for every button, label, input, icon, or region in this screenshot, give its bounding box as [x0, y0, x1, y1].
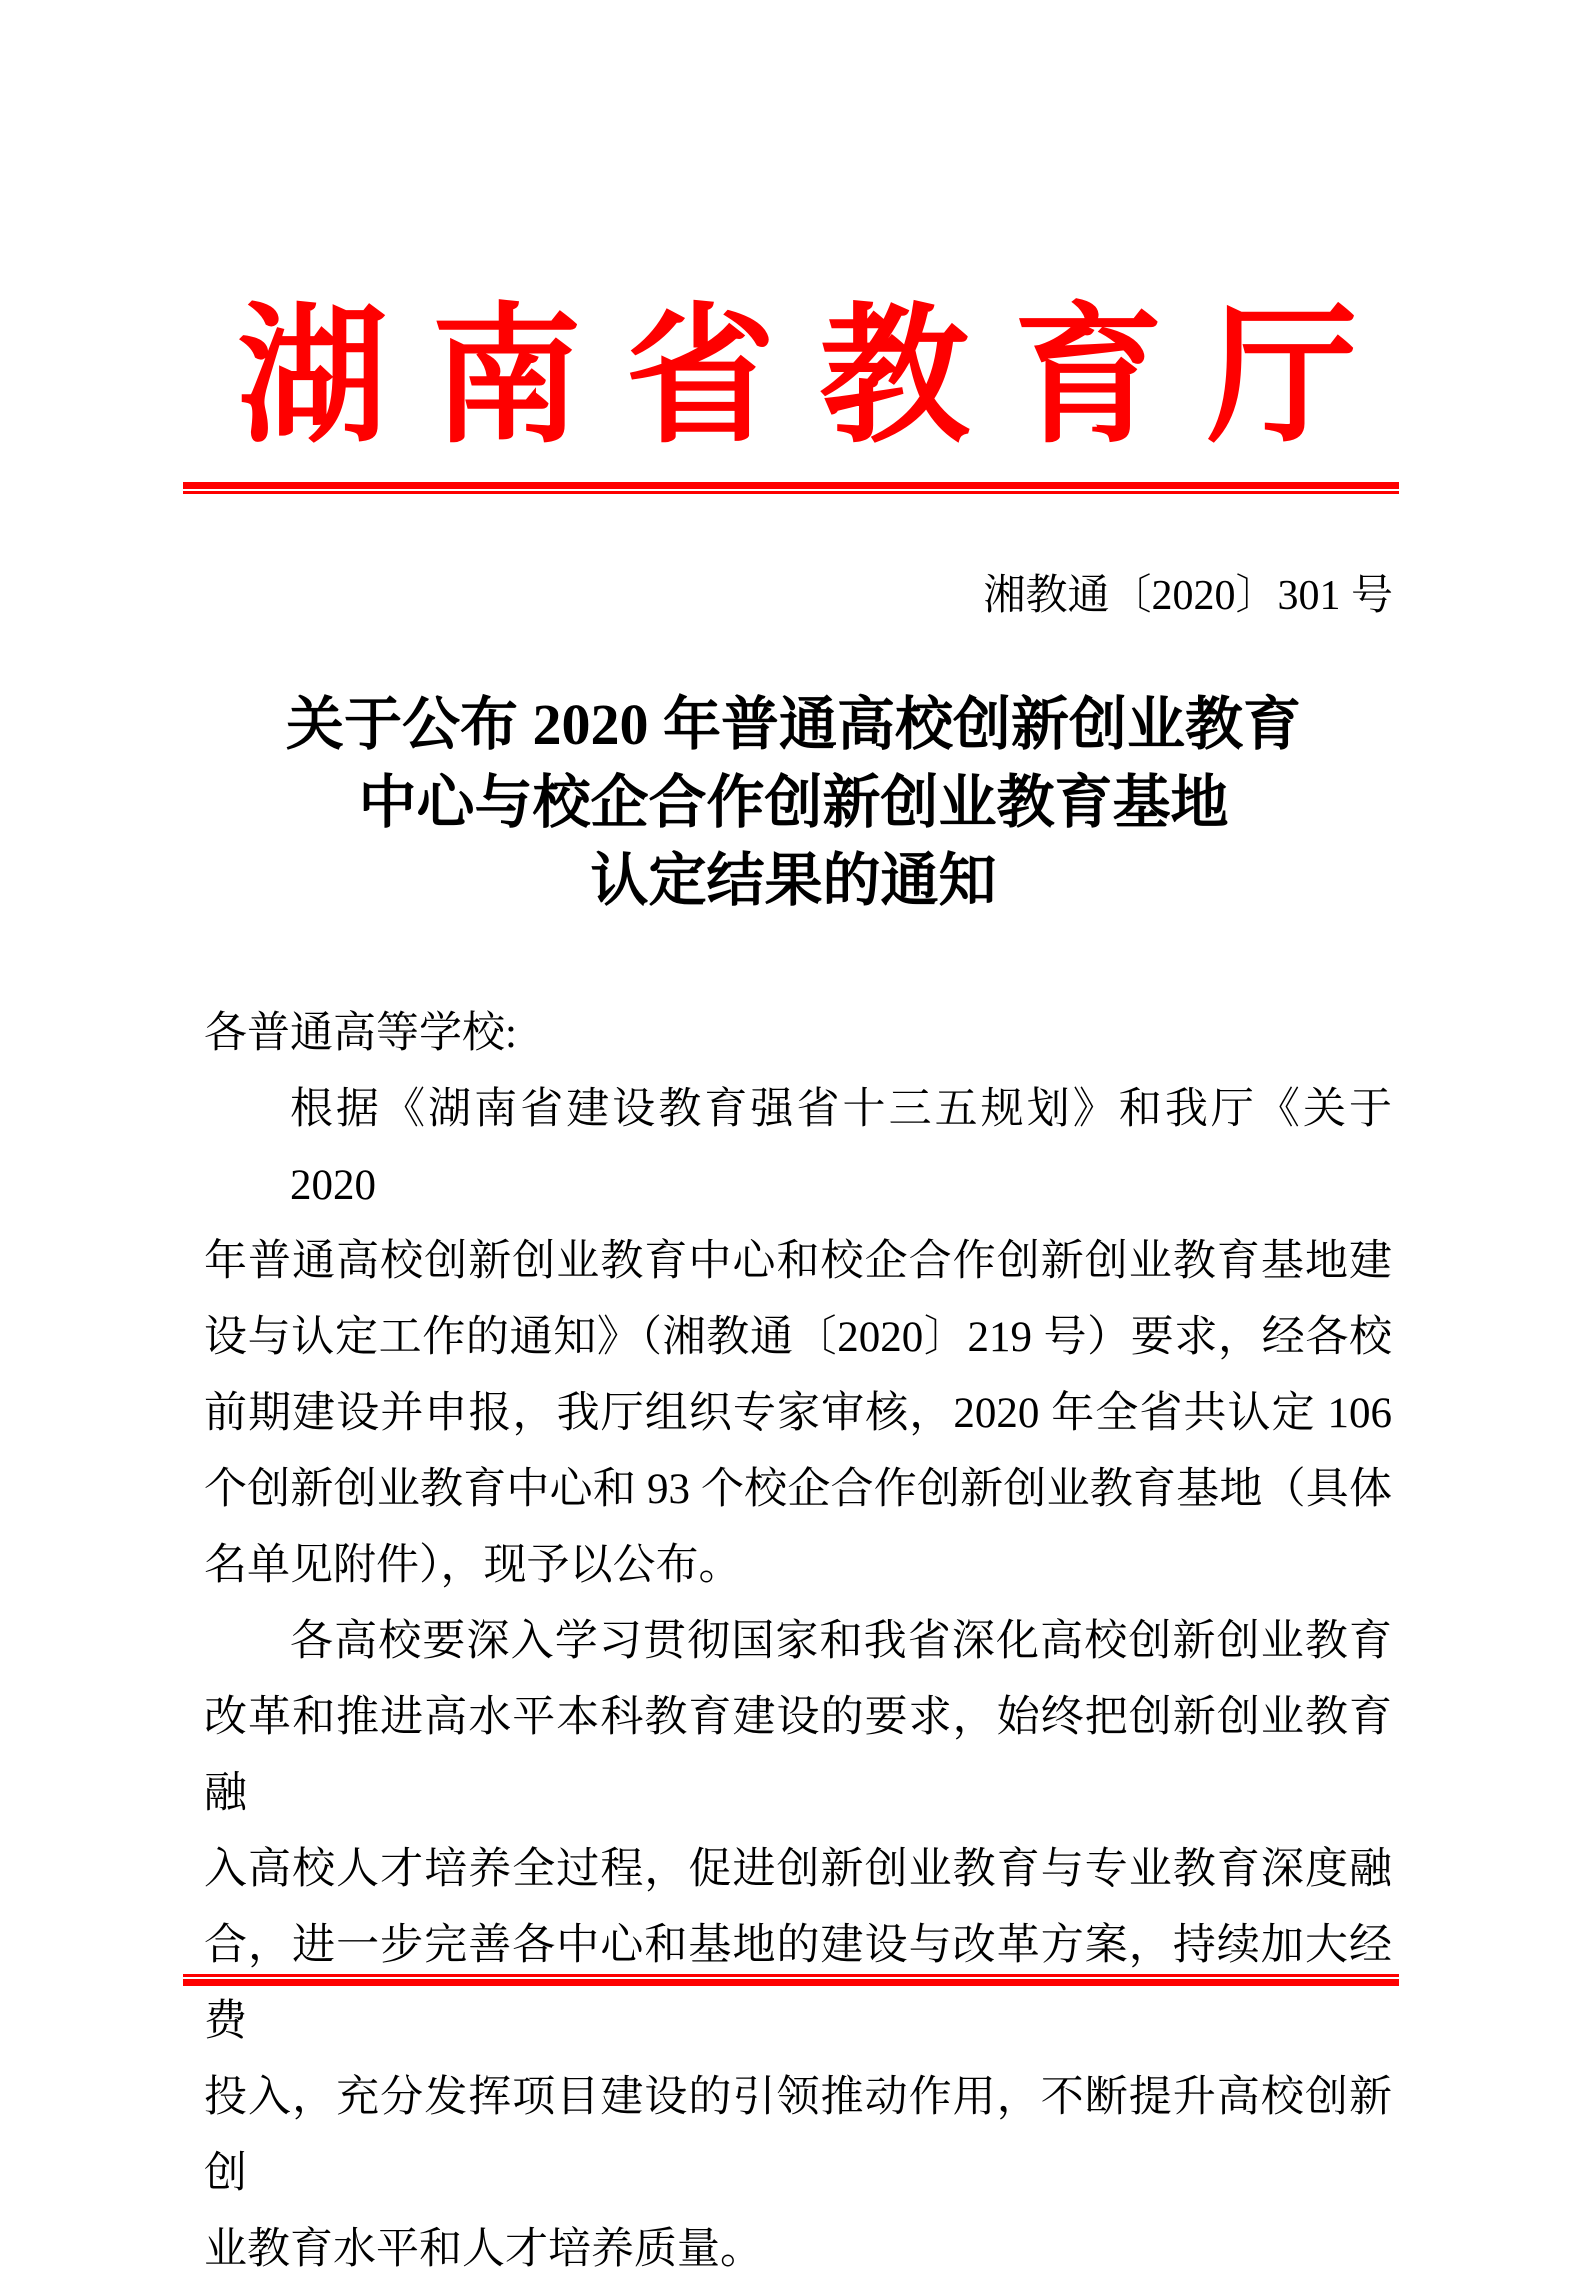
body-line: 根据《湖南省建设教育强省十三五规划》和我厅《关于 2020 — [290, 1086, 1392, 1209]
body-line: 各高校要深入学习贯彻国家和我省深化高校创新创业教育 — [290, 1618, 1392, 1665]
letterhead-separator — [183, 482, 1399, 494]
title-line: 中心与校企合作创新创业教育基地 — [358, 770, 1229, 835]
body-line: 年普通高校创新创业教育中心和校企合作创新创业教育基地建 — [204, 1238, 1392, 1285]
separator-thin-bar — [183, 1974, 1399, 1977]
body-line: 业教育水平和人才培养质量。 — [204, 2226, 763, 2273]
footer-separator — [183, 1974, 1399, 1986]
separator-thick-bar — [183, 1979, 1399, 1986]
paragraphs — [204, 1072, 1392, 2288]
document-body — [204, 996, 1392, 2288]
separator-thick-bar — [183, 482, 1399, 489]
body-line: 前期建设并申报，我厅组织专家审核，2020 年全省共认定 106 — [204, 1390, 1392, 1437]
body-line: 改革和推进高水平本科教育建设的要求，始终把创新创业教育融 — [204, 1694, 1392, 1817]
document-title — [0, 686, 1587, 920]
body-line: 个创新创业教育中心和 93 个校企合作创新创业教育基地（具体 — [204, 1466, 1392, 1513]
body-line: 合，进一步完善各中心和基地的建设与改革方案，持续加大经费 — [204, 1922, 1392, 2045]
body-line: 投入，充分发挥项目建设的引领推动作用，不断提升高校创新创 — [204, 2074, 1392, 2197]
title-line: 认定结果的通知 — [590, 848, 997, 913]
body-line: 入高校人才培养全过程，促进创新创业教育与专业教育深度融 — [204, 1846, 1392, 1893]
salutation: 各普通高等学校: — [204, 1010, 517, 1057]
separator-thin-bar — [183, 491, 1399, 494]
letterhead-org-name: 湖南省教育厅 — [237, 295, 1402, 461]
body-line: 名单见附件），现予以公布。 — [204, 1542, 742, 1589]
document-number: 湘教通〔2020〕301 号 — [983, 573, 1393, 619]
body-line: 设与认定工作的通知》（湘教通〔2020〕219 号）要求，经各校 — [204, 1314, 1392, 1361]
title-line: 关于公布 2020 年普通高校创新创业教育 — [285, 692, 1301, 757]
